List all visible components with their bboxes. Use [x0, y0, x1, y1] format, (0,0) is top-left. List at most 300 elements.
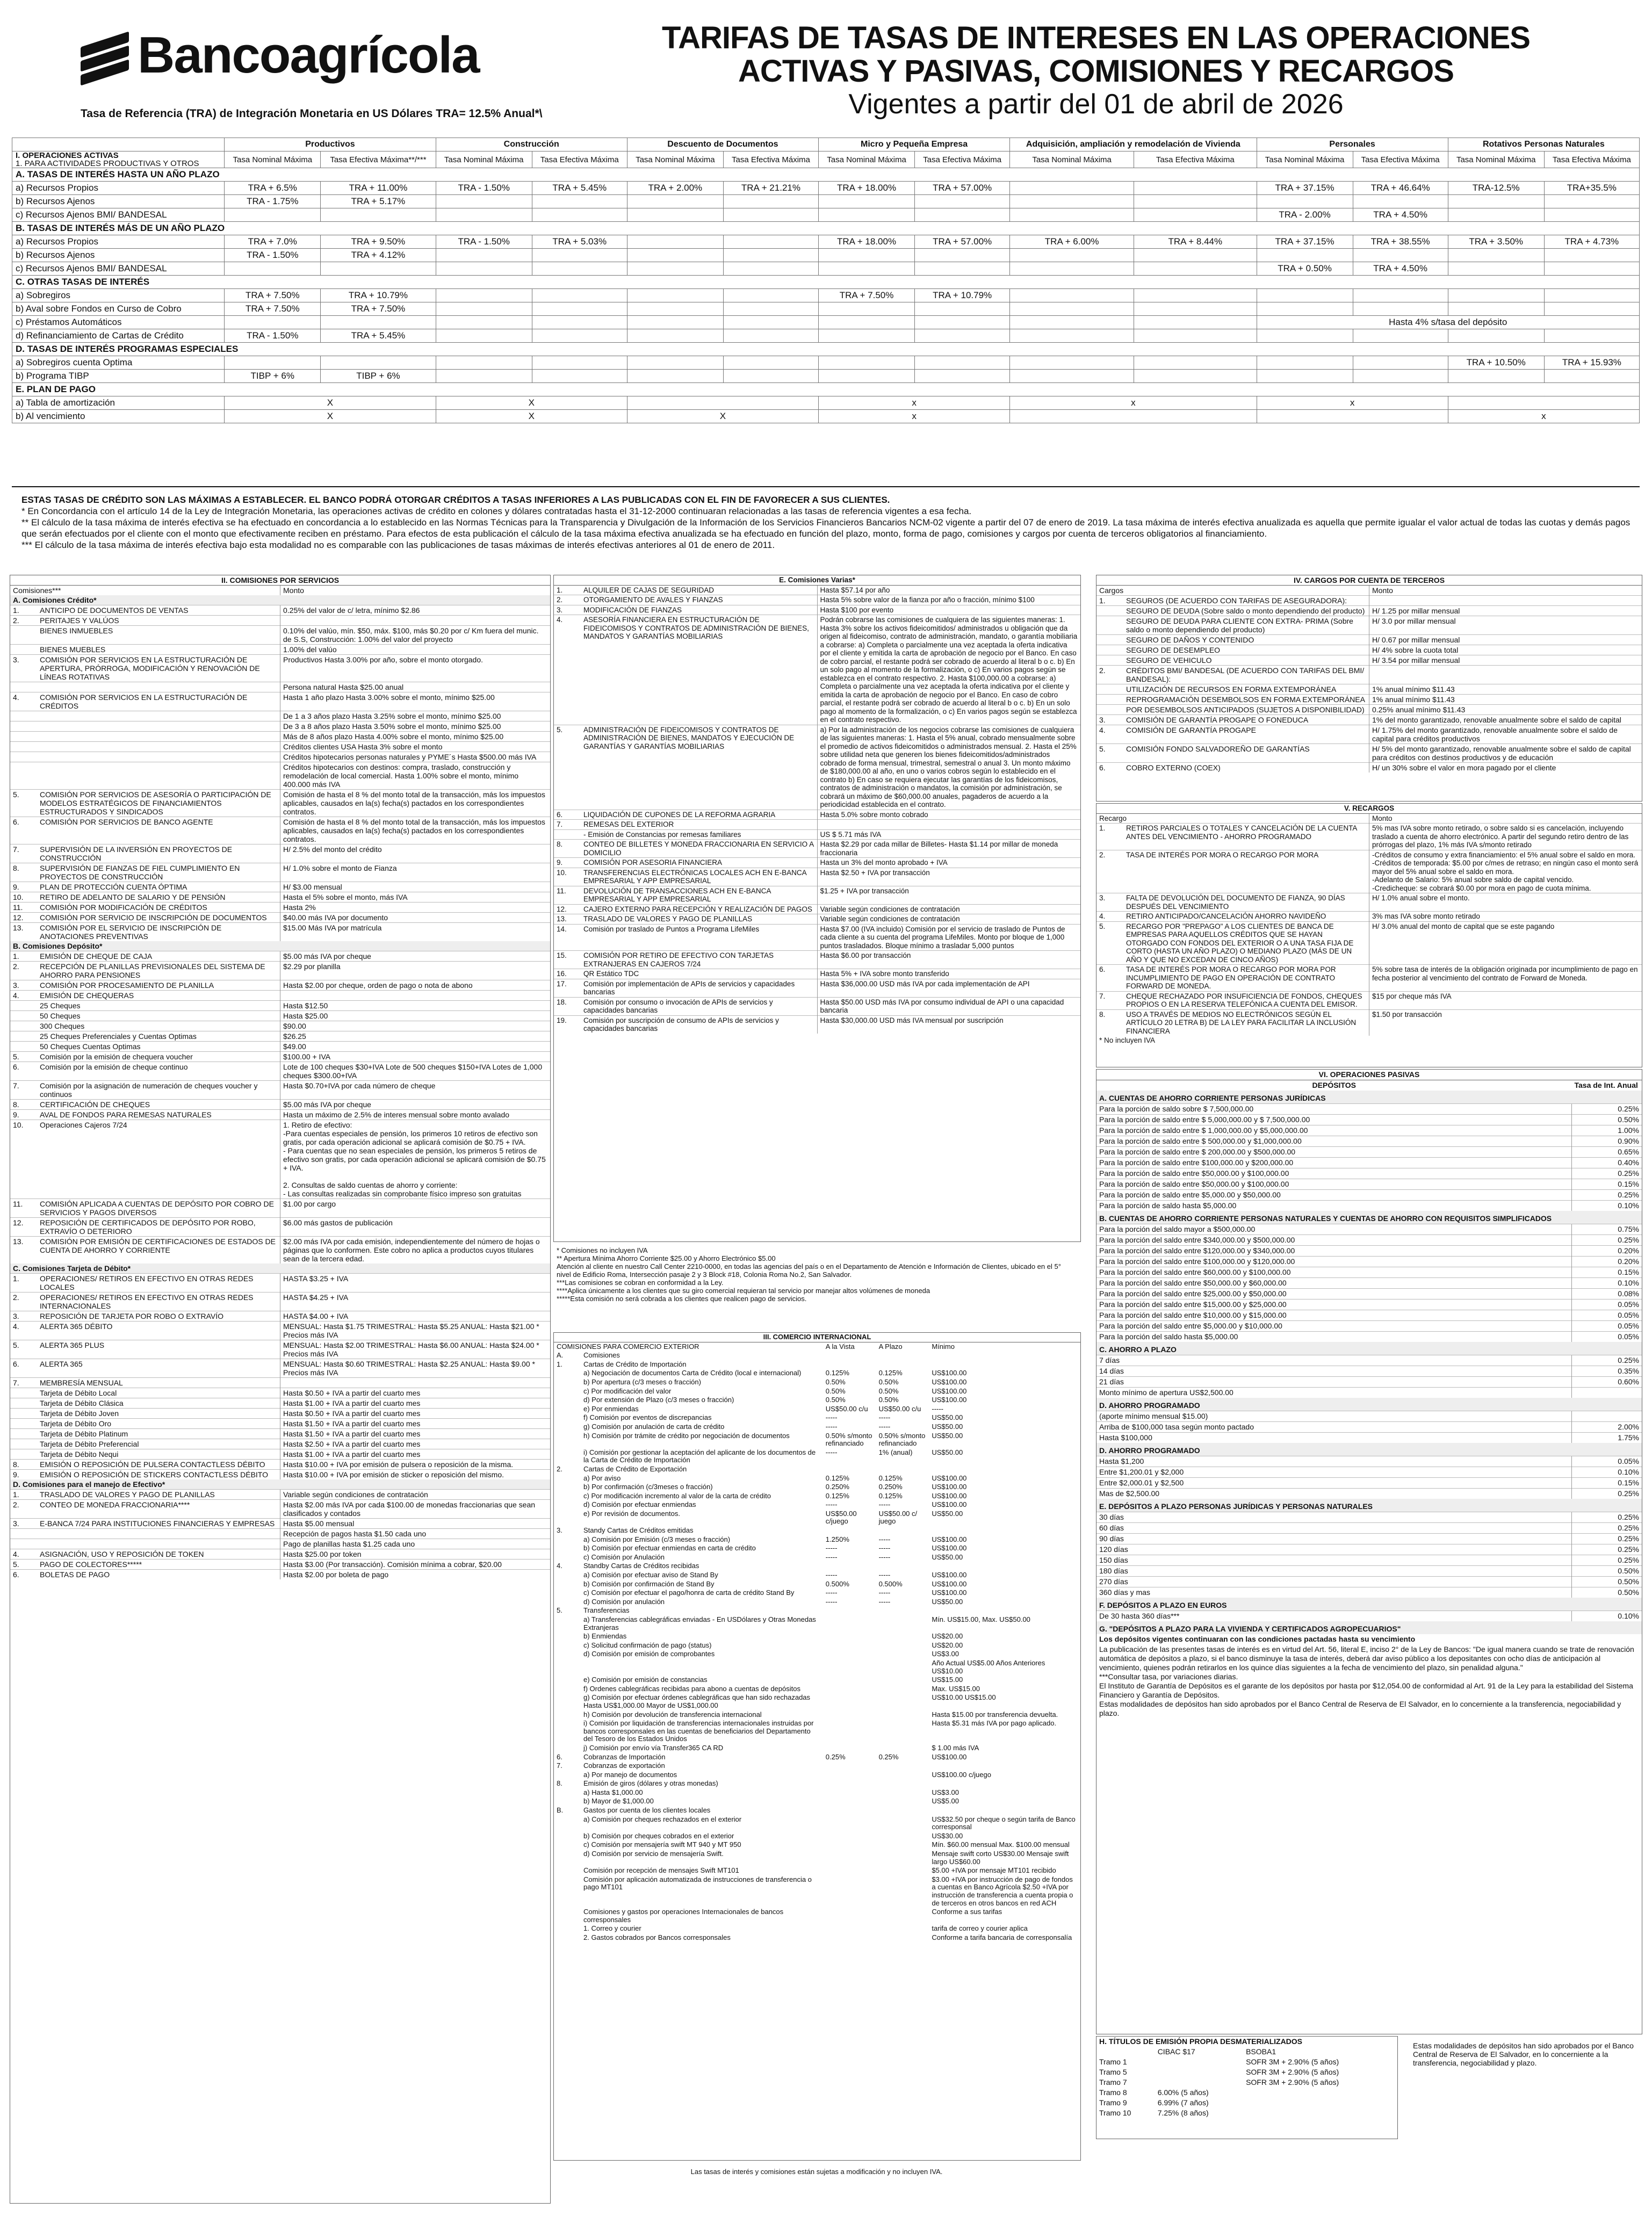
item-label: COMISIÓN APLICADA A CUENTAS DE DEPÓSITO POR COBRO DE SERVICIOS Y PAGOS DIVERSOS: [37, 1199, 280, 1218]
tranche-name: Tramo 9: [1099, 2098, 1127, 2107]
list-item: [554, 1659, 1080, 1676]
rate-value: 0.20%: [1572, 1246, 1642, 1257]
rate-value: 2.00%: [1572, 1422, 1642, 1433]
table-cell: [723, 195, 818, 208]
minimum-value: US$20.00: [932, 1641, 963, 1649]
item-value: Hasta $0.70+IVA por cada número de cheque: [280, 1081, 551, 1100]
at-sight-value: -----: [825, 1589, 838, 1597]
table-cell: [723, 316, 818, 329]
minimum-value: Conforme a tarifa bancaria de corresponsalía: [932, 1933, 1072, 1941]
item-label: COMISIÓN DE GARANTÍA PROGAPE: [1123, 725, 1369, 744]
box-title: III. COMERCIO INTERNACIONAL: [554, 1333, 1080, 1342]
item-number: 13.: [10, 923, 37, 942]
item-number: 3.: [1096, 715, 1123, 725]
rate-value: 0.20%: [1572, 1257, 1642, 1267]
item-label: Tarjeta de Débito Preferencial: [37, 1439, 280, 1449]
item-number: 6.: [10, 1570, 37, 1580]
item-label: E-BANCA 7/24 PARA INSTITUCIONES FINANCIERAS Y EMPRESAS: [37, 1519, 280, 1529]
table-cell: [436, 356, 532, 370]
rate-row: [1096, 1201, 1642, 1211]
item-label: BOLETAS DE PAGO: [37, 1570, 280, 1580]
at-sight-value: [823, 1779, 876, 1788]
item-value: Hasta $50.00 USD más IVA por consumo individual de API o una capacidad bancaria: [817, 997, 1080, 1015]
rate-label: Mas de $2,500.00: [1096, 1489, 1572, 1499]
effective-label: Tasa Efectiva Máxima**/***: [321, 151, 436, 168]
list-item: [10, 1110, 550, 1120]
item-number: 5.: [10, 790, 37, 817]
minimum-value: US$100.00: [932, 1491, 967, 1500]
nominal-label: Tasa Nominal Máxima: [819, 151, 915, 168]
at-sight-value: [823, 1761, 876, 1771]
item-label: ALERTA 365 PLUS: [37, 1340, 280, 1359]
list-item: [10, 1322, 550, 1340]
item-number: B.: [557, 1806, 564, 1815]
term-value: -----: [878, 1589, 891, 1597]
item-number: [10, 732, 37, 742]
minimum-value: Conforme a sus tarifas: [932, 1908, 1002, 1916]
passive-operations: [1096, 1069, 1642, 2034]
item-number: [554, 1933, 581, 1943]
term-value: [876, 1788, 929, 1797]
table-cell: [225, 356, 321, 370]
table-cell: [1353, 249, 1448, 262]
minimum-value: US$100.00: [932, 1369, 967, 1377]
item-value: H/ 4% sobre la cuota total: [1369, 645, 1642, 655]
item-label: COMISIÓN POR EMISIÓN DE CERTIFICACIONES DE ESTADOS DE CUENTA DE AHORRO Y CORRIENTE: [37, 1237, 280, 1264]
table-row: [12, 329, 1640, 343]
item-number: [554, 1908, 581, 1924]
group-title-row: [1096, 1398, 1642, 1411]
note-3: *** El cálculo de la tasa máxima de interés efectiva bajo esta modalidad no es comparable con las publicaciones de tasas máximas de interés efectivas anteriores al 01 de enero de 2011.: [21, 540, 775, 550]
table-cell: [1134, 356, 1257, 370]
table-row: [12, 356, 1640, 370]
table-cell: [532, 329, 627, 343]
row-label: a) Recursos Propios: [12, 182, 225, 195]
item-number: 10.: [10, 892, 37, 902]
rate-value: [1572, 1411, 1642, 1422]
rate-label: Para la porción de saldo entre $50,000.00 y $100,000.00: [1096, 1179, 1572, 1190]
item-value: MENSUAL: Hasta $1.75 TRIMESTRAL: Hasta $5.25 ANUAL: Hasta $21.00 * Precios más IVA: [280, 1322, 551, 1340]
item-label: SEGURO DE DAÑOS Y CONTENIDO: [1123, 635, 1369, 645]
list-item: [10, 1311, 550, 1322]
at-sight-value: [823, 1908, 876, 1924]
row-label: a) Tabla de amortización: [12, 396, 225, 410]
rate-row: [1096, 1433, 1642, 1443]
table-cell: Hasta 4% s/tasa del depósito: [1257, 316, 1639, 329]
minimum-value: tarifa de correo y courier aplica: [932, 1924, 1028, 1933]
own-issue-securities: [1096, 2036, 1398, 2139]
minimum-value: US$100.00: [932, 1589, 967, 1597]
item-value: Hasta el 5% sobre el monto, más IVA: [280, 892, 551, 902]
rate-value: 0.05%: [1572, 1321, 1642, 1332]
table-cell: [915, 329, 1010, 343]
table-cell: [1448, 302, 1544, 316]
list-item: [554, 1832, 1080, 1841]
minimum-value: US$3.00: [932, 1650, 959, 1658]
rate-value: 0.10%: [1572, 1278, 1642, 1289]
item-number: 7.: [10, 1081, 37, 1100]
item-number: [554, 1492, 581, 1501]
item-number: [554, 1448, 581, 1465]
item-number: 3.: [554, 605, 581, 615]
list-item: [1096, 744, 1642, 763]
at-sight-value: [823, 1685, 876, 1694]
list-item: [554, 1908, 1080, 1924]
table-cell: [532, 208, 627, 222]
list-item: [554, 1676, 1080, 1685]
list-item: [554, 1850, 1080, 1866]
minimum-value: [929, 1606, 1080, 1615]
column-header-row: [1096, 813, 1642, 824]
list-item: [554, 605, 1080, 615]
box-header: [1096, 804, 1642, 813]
corner-labels: [12, 151, 225, 168]
item-value: De 3 a 8 años plazo Hasta 3.50% sobre el monto, mínimo $25.00: [280, 721, 551, 732]
item-value: Hasta $2.50 + IVA por transacción: [817, 868, 1080, 886]
item-label: a) Negociación de documentos Carta de Crédito (local e internacional): [583, 1369, 802, 1377]
at-sight-value: [823, 1641, 876, 1650]
term-value: -----: [878, 1422, 891, 1431]
rate-row: [1096, 1544, 1642, 1555]
item-label: b) Enmiendas: [583, 1632, 627, 1641]
item-label: b) Por confirmación (c/3meses o fracción): [583, 1483, 713, 1491]
item-label: COMISIÓN POR EL SERVICIO DE INSCRIPCIÓN DE ANOTACIONES PREVENTIVAS: [37, 923, 280, 942]
rate-row: [1096, 1310, 1642, 1321]
table-cell: [1544, 208, 1639, 222]
item-label: b) Por apertura (c/3 meses o fracción): [583, 1377, 701, 1386]
box-title: H. TÍTULOS DE EMISIÓN PROPIA DESMATERIALIZADOS: [1099, 2037, 1303, 2046]
row-label: d) Refinanciamiento de Cartas de Crédito: [12, 329, 225, 343]
tranche-cibac: 7.25% (8 años): [1157, 2109, 1209, 2117]
term-value: 0.50%: [878, 1387, 899, 1395]
table-cell: [436, 370, 532, 383]
item-number: 7.: [1096, 991, 1123, 1009]
item-label: Comisión por consumo o invocación de APIs de servicios y capacidades bancarias: [581, 997, 817, 1015]
item-number: [10, 711, 37, 721]
minimum-value: $5.00 +IVA por mensaje MT101 recibido: [932, 1866, 1056, 1875]
nominal-label: Tasa Nominal Máxima: [436, 151, 532, 168]
item-label: RECARGO POR "PREPAGO" A LOS CLIENTES DE BANCA DE EMPRESAS PARA AQUELLOS CRÉDITOS QUE SE HAYAN OTORGADO CON FONDOS DEL EXTERIOR O A UNA TASA FIJA DE CORTO (HASTA UN AÑO PLAZO) O MEDIANO PLAZO (MÁS DE UN AÑO Y QUE NO EXCEDAN DE CINCO AÑOS): [1123, 921, 1369, 965]
table-cell: [532, 289, 627, 302]
minimum-value: Hasta $5.31 más IVA por pago aplicado.: [932, 1719, 1057, 1728]
minimum-value: US$50.00: [932, 1448, 963, 1456]
list-item: [10, 692, 550, 711]
item-label: i) Comisión por liquidación de transferencias internacionales instruidas por bancos corresponsales en las cuentas de beneficiarios del Departamento del Tesoro de los Estados Unidos: [583, 1719, 814, 1743]
item-label: COMISIÓN POR MODIFICACIÓN DE CRÉDITOS: [37, 902, 280, 913]
item-number: 1.: [1096, 824, 1123, 850]
item-label: 25 Cheques: [37, 1001, 280, 1011]
list-item: [1096, 705, 1642, 715]
item-label: ASIGNACIÓN, USO Y REPOSICIÓN DE TOKEN: [37, 1549, 280, 1559]
tranche-row: [1096, 2088, 1397, 2098]
item-number: 1.: [554, 585, 581, 595]
column-label: A la Vista: [825, 1342, 855, 1351]
item-number: 7.: [10, 1378, 37, 1388]
item-number: 3.: [10, 1519, 37, 1529]
term-value: [876, 1562, 929, 1571]
international-commerce: [553, 1332, 1081, 2161]
minimum-value: [929, 1351, 1080, 1360]
rate-row: [1096, 1566, 1642, 1577]
list-item: [10, 962, 550, 980]
list-item: [554, 1387, 1080, 1396]
table-cell: TRA + 57.00%: [915, 235, 1010, 249]
item-number: [10, 1011, 37, 1021]
rate-row: [1096, 1422, 1642, 1433]
list-item: [554, 1432, 1080, 1448]
minimum-value: [929, 1465, 1080, 1474]
item-label: d) Comisión por anulación: [583, 1597, 665, 1606]
item-label: 50 Cheques: [37, 1011, 280, 1021]
item-value: $2.00 más IVA por cada emisión, independientemente del número de hojas o páginas que lo conformen. Este cobro no aplica a productos cuyos titulares sean de la tercera edad.: [280, 1237, 551, 1264]
box-title: IV. CARGOS POR CUENTA DE TERCEROS: [1096, 575, 1642, 586]
list-item: [554, 1788, 1080, 1797]
list-item: [554, 1448, 1080, 1465]
title-line-2: ACTIVAS Y PASIVAS, COMISIONES Y RECARGOS: [738, 54, 1454, 89]
plan-mark: X: [436, 410, 627, 423]
column-header-row: [1096, 1080, 1642, 1091]
item-label: c) Comisión por mensajería swift MT 940 y MT 950: [583, 1840, 741, 1849]
table-cell: [1353, 195, 1448, 208]
item-value: H/ 1.25 por millar mensual: [1369, 606, 1642, 616]
table-cell: [532, 262, 627, 276]
item-value: Pago de planillas hasta $1.25 cada uno: [280, 1539, 551, 1549]
item-label: d) Comisión por servicio de mensajería Swift.: [583, 1850, 724, 1858]
list-item: [10, 1100, 550, 1110]
at-sight-value: 0.250%: [825, 1483, 849, 1491]
item-value: H/ 3.54 por millar mensual: [1369, 655, 1642, 666]
term-value: [876, 1806, 929, 1815]
table-cell: [532, 249, 627, 262]
item-label: c) Por modificación del valor: [583, 1387, 672, 1395]
at-sight-value: 0.50%: [825, 1396, 846, 1404]
item-label: d) Por extensión de Plazo (c/3 meses o fracción): [583, 1396, 734, 1404]
at-sight-value: -----: [825, 1413, 838, 1422]
list-item: [554, 1598, 1080, 1607]
list-item: [10, 790, 550, 817]
rate-label: Hasta $100,000: [1096, 1433, 1572, 1443]
item-number: [10, 1419, 37, 1429]
item-label: d) Comisión por emisión de comprobantes: [583, 1650, 715, 1658]
item-value: [280, 991, 551, 1001]
table-cell: [1544, 262, 1639, 276]
rate-label: Para la porción del saldo entre $60,000.00 y $100,000.00: [1096, 1267, 1572, 1278]
rate-value: 0.15%: [1572, 1267, 1642, 1278]
list-item: [554, 1779, 1080, 1788]
term-value: [876, 1815, 929, 1832]
tranche-bsoba: [1243, 2108, 1397, 2118]
list-item: [554, 886, 1080, 904]
item-label: REMESAS DEL EXTERIOR: [581, 820, 817, 830]
item-value: H/ 3.0 por millar mensual: [1369, 616, 1642, 635]
table-cell: [723, 329, 818, 343]
item-label: CERTIFICACIÓN DE CHEQUES: [37, 1100, 280, 1110]
rate-value: 0.15%: [1572, 1478, 1642, 1489]
item-label: ALQUILER DE CAJAS DE SEGURIDAD: [581, 585, 817, 595]
group-title: D. AHORRO PROGRAMADO: [1096, 1398, 1642, 1411]
various-commissions: [553, 575, 1081, 1242]
plan-mark: x: [1257, 396, 1448, 410]
item-label: RETIRO DE ADELANTO DE SALARIO Y DE PENSIÓN: [37, 892, 280, 902]
item-value: Hasta $30,000.00 USD más IVA mensual por suscripción: [817, 1015, 1080, 1034]
item-label: e) Por enmiendas: [583, 1404, 639, 1413]
item-label: h) Comisión por trámite de crédito por negociación de documentos: [583, 1431, 790, 1440]
item-number: [10, 1449, 37, 1460]
rate-row: [1096, 1523, 1642, 1534]
item-label: Tarjeta de Débito Nequi: [37, 1449, 280, 1460]
rate-value: 0.40%: [1572, 1158, 1642, 1168]
table-cell: [915, 316, 1010, 329]
item-number: 4.: [1096, 912, 1123, 922]
table-subheader-row: [12, 151, 1640, 168]
at-sight-value: 0.50%: [825, 1377, 846, 1386]
item-label: SUPERVISIÓN DE FIANZAS DE FIEL CUMPLIMIENTO EN PROYECTOS DE CONSTRUCCIÓN: [37, 863, 280, 882]
item-number: [1096, 695, 1123, 705]
item-label: 2. Gastos cobrados por Bancos corresponsales: [583, 1933, 731, 1941]
rate-value: 0.25%: [1572, 1355, 1642, 1366]
term-value: 0.50%: [878, 1377, 899, 1386]
footnote-row: [1096, 1036, 1642, 1045]
minimum-value: US$20.00: [932, 1632, 963, 1641]
effective-label: Tasa Efectiva Máxima: [915, 151, 1010, 168]
rate-value: 0.25%: [1572, 1544, 1642, 1555]
item-value: Hasta $2.29 por cada millar de Billetes- Hasta $1.14 por millar de moneda fraccionaria: [817, 840, 1080, 858]
item-number: [554, 1510, 581, 1526]
item-number: 14.: [554, 924, 581, 951]
item-number: [554, 1580, 581, 1589]
minimum-value: US$50.00: [932, 1553, 963, 1561]
logo-mark-icon: [81, 30, 132, 81]
rate-label: Para la porción de saldo entre $ 1,000,000.00 y $5,000,000.00: [1096, 1125, 1572, 1136]
minimum-value: US$50.00: [932, 1597, 963, 1606]
rate-label: 360 días y mas: [1096, 1587, 1572, 1598]
term-value: [876, 1676, 929, 1685]
table-cell: TRA + 2.00%: [627, 182, 723, 195]
list-item: [10, 1237, 550, 1264]
table-cell: TRA - 2.00%: [1257, 208, 1353, 222]
rate-value: 0.10%: [1572, 1467, 1642, 1478]
item-label: Standy Cartas de Créditos emitidas: [583, 1526, 694, 1535]
plan-mark: X: [627, 410, 818, 423]
group-title: C. Comisiones Tarjeta de Débito*: [10, 1263, 550, 1274]
list-item: [10, 1378, 550, 1388]
list-item: [554, 829, 1080, 840]
list-item: [554, 1719, 1080, 1744]
item-number: 9.: [10, 882, 37, 892]
item-value: Hasta $10.00 + IVA por emisión de sticker o reposición del mismo.: [280, 1470, 551, 1480]
effective-label: Tasa Efectiva Máxima: [1353, 151, 1448, 168]
table-cell: [915, 302, 1010, 316]
row-label: c) Préstamos Automáticos: [12, 316, 225, 329]
list-item: [10, 902, 550, 913]
at-sight-value: [823, 1850, 876, 1866]
item-label: Tarjeta de Débito Clásica: [37, 1398, 280, 1409]
minimum-value: [929, 1562, 1080, 1571]
column-header-row: [10, 586, 550, 596]
table-cell: [723, 235, 818, 249]
at-sight-value: [823, 1710, 876, 1720]
group-title-row: [10, 1263, 550, 1274]
item-number: 6.: [10, 817, 37, 844]
rate-value: 0.50%: [1572, 1115, 1642, 1125]
item-number: [554, 1641, 581, 1650]
item-number: 2.: [10, 962, 37, 980]
at-sight-value: 0.125%: [825, 1491, 849, 1500]
third-party-charges: [1096, 575, 1642, 802]
table-cell: TIBP + 6%: [225, 370, 321, 383]
group-title-row: [1096, 1342, 1642, 1355]
at-sight-value: -----: [825, 1422, 838, 1431]
term-value: [876, 1606, 929, 1615]
tranche-row: [1096, 2077, 1397, 2088]
table-cell: [915, 208, 1010, 222]
item-label: h) Comisión por devolución de transferencia internacional: [583, 1710, 762, 1719]
item-label: TRANSFERENCIAS ELECTRÓNICAS LOCALES ACH EN E-BANCA EMPRESARIAL Y APP EMPRESARIAL: [581, 868, 817, 886]
at-sight-value: [823, 1650, 876, 1659]
table-cell: [819, 262, 915, 276]
list-item: [554, 725, 1080, 810]
row-label: c) Recursos Ajenos BMI/ BANDESAL: [12, 262, 225, 276]
list-item: [10, 1001, 550, 1011]
item-number: [554, 1710, 581, 1720]
list-item: [554, 951, 1080, 969]
rate-row: [1096, 1158, 1642, 1168]
list-item: [554, 1615, 1080, 1632]
minimum-value: US$5.00: [932, 1797, 959, 1806]
rate-row: [1096, 1332, 1642, 1342]
minimum-value: Hasta $15.00 por transferencia devuelta.: [932, 1710, 1058, 1719]
term-value: [876, 1779, 929, 1788]
at-sight-value: [823, 1832, 876, 1841]
list-item: [10, 923, 550, 942]
item-number: [10, 1021, 37, 1031]
rate-label: Para la porción del saldo entre $15,000.00 y $25,000.00: [1096, 1299, 1572, 1310]
item-value: Hasta $100 por evento: [817, 605, 1080, 615]
list-item: [554, 1413, 1080, 1423]
minimum-value: Mín. US$15.00, Max. US$50.00: [932, 1615, 1030, 1623]
group-title: A. Comisiones Crédito*: [10, 595, 550, 605]
table-cell: TRA + 18.00%: [819, 235, 915, 249]
section-row: [12, 222, 1640, 235]
list-item: [554, 1500, 1080, 1510]
list-item: [554, 1492, 1080, 1501]
list-item: [554, 1423, 1080, 1432]
item-label: POR DESEMBOLSOS ANTICIPADOS (SUJETOS A DISPONIBILIDAD): [1123, 705, 1369, 715]
item-label: - Emisión de Constancias por remesas familiares: [581, 829, 817, 840]
item-value: Recepción de pagos hasta $1.50 cada uno: [280, 1529, 551, 1539]
column-label: COMISIONES PARA COMERCIO EXTERIOR: [557, 1342, 699, 1351]
rate-label: Para la porción del saldo entre $100,000.00 y $120,000.00: [1096, 1257, 1572, 1267]
item-value: 1. Retiro de efectivo: -Para cuentas especiales de pensión, los primeros 10 retiros de efectivo son gratis, por cada operación adicional se aplicará comisión de $0.75 + IVA. - Para cuentas que no sean especiales de pensión, los primeros 5 retiros de efectivo son gratis, por cada operación adicional se aplicará comisión de $0.75 + IVA. 2. Consultas de saldo cuentas de ahorro y corriente: - Las consultas realizadas sin comprobante físico impreso son gratuitas: [280, 1120, 551, 1199]
minimum-value: US$100.00: [932, 1474, 967, 1482]
rate-value: 0.05%: [1572, 1332, 1642, 1342]
table-cell: TRA + 8.44%: [1134, 235, 1257, 249]
rate-label: 90 días: [1096, 1534, 1572, 1544]
item-label: BIENES INMUEBLES: [37, 626, 280, 645]
item-value: Podrán cobrarse las comisiones de cualquiera de las siguientes maneras: 1. Hasta 3% sobre los activos fideicomitidos/ administrados u obligación que da origen al fideicomiso, contrato de administración, mandato, o garantía mobiliaria a cobrarse: a) Completa o parcialmente una vez aceptada la oferta indicativa por el cliente y emitida la carta de aprobación de negocio por el Banco. En caso de cobro parcial, el restante podrá ser cobrado de acuerdo al literal b o c. b) En un solo pago al momento de la formalización, o c) En varios pagos según se establezca en el contrato respectivo. 2. Hasta $100,000.00 a cobrarse: a) Completa o parcialmente una vez aceptada la oferta indicativa por el cliente y emitida la carta de aprobación de negocio por el Banco. En caso de cobro parcial, el restante podrá ser cobrado de acuerdo al literal b o c. b) En un solo pago al momento de la formalización, o c) En varios pagos según se establezca en el contrato respectivo.: [817, 615, 1080, 725]
table-cell: [1257, 370, 1353, 383]
table-cell: TRA + 4.73%: [1544, 235, 1639, 249]
table-cell: [723, 262, 818, 276]
item-value: De 1 a 3 años plazo Hasta 3.25% sobre el monto, mínimo $25.00: [280, 711, 551, 721]
list-item: [10, 732, 550, 742]
item-number: [554, 1832, 581, 1841]
plan-mark: x: [1010, 396, 1257, 410]
table-cell: [819, 370, 915, 383]
table-cell: TRA + 5.45%: [532, 182, 627, 195]
at-sight-value: 0.50%: [825, 1387, 846, 1395]
corner-title: I. OPERACIONES ACTIVAS: [16, 151, 119, 160]
